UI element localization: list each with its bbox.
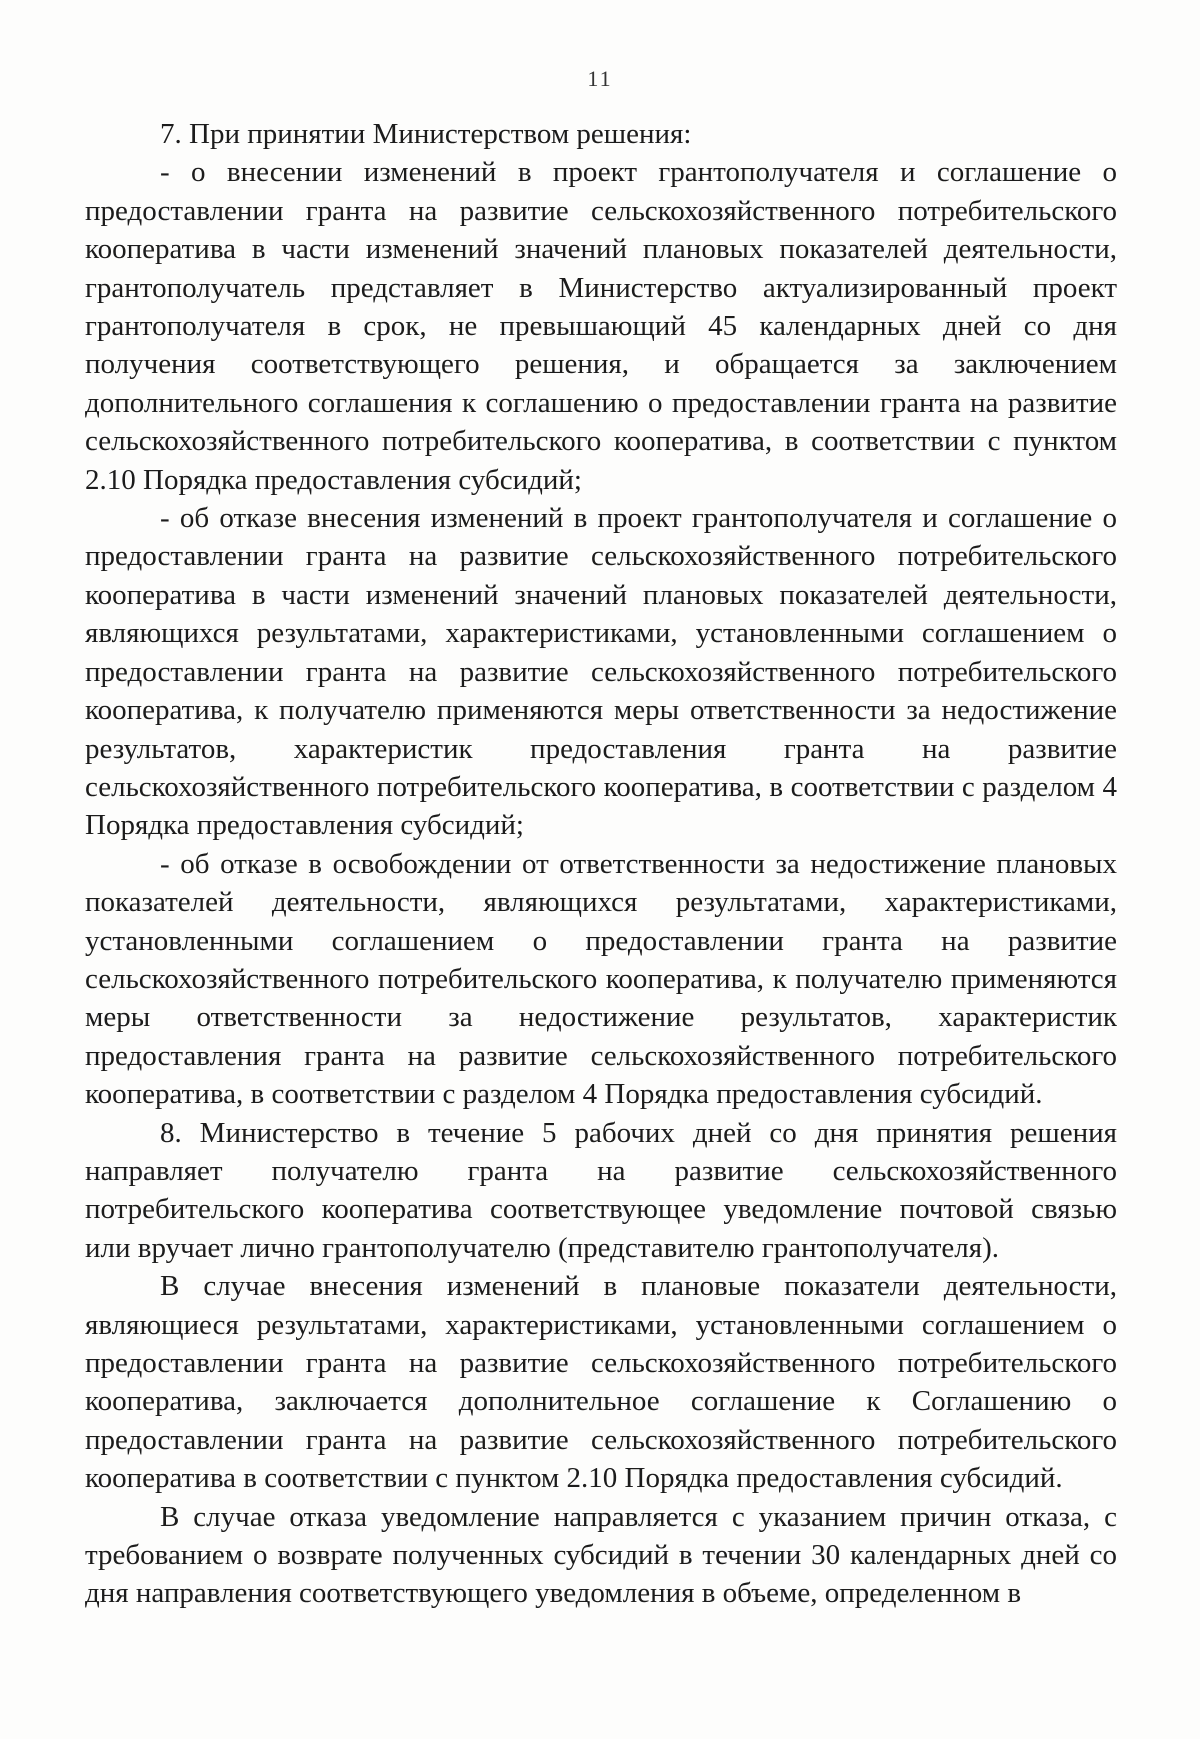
- page-number: 11: [587, 66, 613, 91]
- paragraph-item-8: 8. Министерство в течение 5 рабочих дней со дня принятия решения направляет получателю гранта на развитие сельскохозяйственного потребительского кооператива соответствующее уведомление почтовой связью или вручает лично грантополучателю (представителю грантополучателя).: [85, 1116, 1117, 1264]
- paragraph-decision-refuse-amend: - об отказе внесения изменений в проект грантополучателя и соглашение о предоставлении гранта на развитие сельскохозяйственного потребительского кооператива в части изменений значений плановых показателей деятельности, являющихся результатами, характеристиками, установленными соглашением о предоставлении гранта на развитие сельскохозяйственного потребительского кооператива, к получателю применяются меры ответственности за недостижение результатов, характеристик предоставления гранта на развитие сельскохозяйственного потребительского кооператива, в соответствии с разделом 4 Порядка предоставления субсидий;: [85, 502, 1117, 842]
- paragraph-item-7-heading: 7. При принятии Министерством решения:: [160, 118, 692, 150]
- paragraph-amendment-case: В случае внесения изменений в плановые показатели деятельности, являющиеся результатами, характеристиками, установленными соглашением о предоставлении гранта на развитие сельскохозяйственного потребительского кооператива, заключается дополнительное соглашение к Соглашению о предоставлении гранта на развитие сельскохозяйственного потребительского кооператива в соответствии с пунктом 2.10 Порядка предоставления субсидий.: [85, 1270, 1117, 1495]
- document-body: [85, 115, 1117, 1613]
- paragraph-decision-refuse-release: - об отказе в освобождении от ответственности за недостижение плановых показателей деятельности, являющихся результатами, характеристиками, установленными соглашением о предоставлении гранта на развитие сельскохозяйственного потребительского кооператива, к получателю применяются меры ответственности за недостижение результатов, характеристик предоставления гранта на развитие сельскохозяйственного потребительского кооператива, в соответствии с разделом 4 Порядка предоставления субсидий.: [85, 847, 1117, 1111]
- paragraph-decision-amend: - о внесении изменений в проект грантополучателя и соглашение о предоставлении гранта на развитие сельскохозяйственного потребительского кооператива в части изменений значений плановых показателей деятельности, грантополучатель представляет в Министерство актуализированный проект грантополучателя в срок, не превышающий 45 календарных дней со дня получения соответствующего решения, и обращается за заключением дополнительного соглашения к соглашению о предоставлении гранта на развитие сельскохозяйственного потребительского кооператива, в соответствии с пунктом 2.10 Порядка предоставления субсидий;: [85, 156, 1117, 496]
- paragraph-refusal-case: В случае отказа уведомление направляется с указанием причин отказа, с требованием о возврате полученных субсидий в течении 30 календарных дней со дня направления соответствующего уведомления в объеме, определенном в: [85, 1500, 1117, 1610]
